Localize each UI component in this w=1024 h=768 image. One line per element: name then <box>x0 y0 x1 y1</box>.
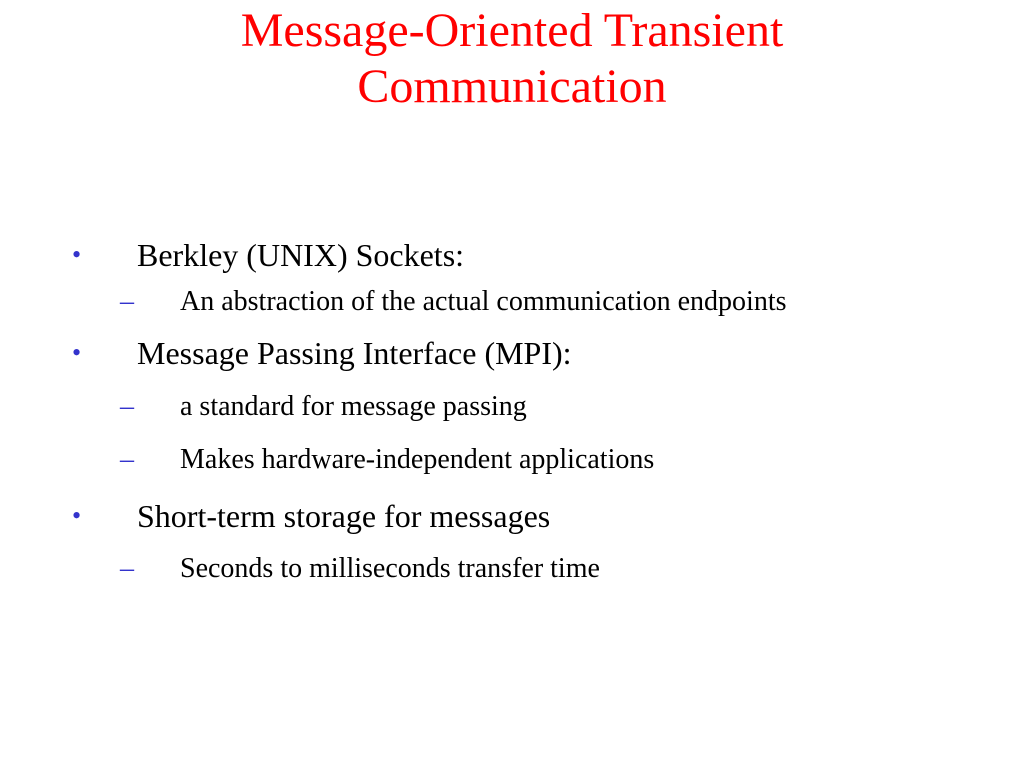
sub-bullet-text: An abstraction of the actual communication endpoints <box>180 286 787 317</box>
bullet-text: Berkley (UNIX) Sockets: <box>137 237 465 273</box>
sub-bullet-text: Makes hardware-independent applications <box>180 444 655 475</box>
slide-title <box>0 3 1024 115</box>
sub-bullet-marker: – <box>120 444 134 475</box>
bullet-marker: • <box>72 501 82 530</box>
sub-bullet-item <box>0 546 900 592</box>
sub-bullet-text: a standard for message passing <box>180 391 527 422</box>
bullet-item <box>0 228 1024 282</box>
bullet-text: Short-term storage for messages <box>137 498 551 534</box>
bullet-item <box>0 486 1024 546</box>
sub-bullet-marker: – <box>120 286 134 317</box>
sub-bullet-item <box>0 282 900 322</box>
title-line-2: Communication <box>357 60 667 113</box>
bullet-item <box>0 326 1024 380</box>
sub-bullet-marker: – <box>120 553 134 584</box>
bullet-list <box>0 228 1024 592</box>
bullet-text: Message Passing Interface (MPI): <box>137 335 572 371</box>
sub-bullet-text: Seconds to milliseconds transfer time <box>180 553 600 584</box>
title-line-1: Message-Oriented Transient <box>240 4 784 57</box>
bullet-marker: • <box>72 240 82 269</box>
sub-bullet-marker: – <box>120 391 134 422</box>
bullet-marker: • <box>72 338 82 367</box>
sub-bullet-item <box>0 434 900 486</box>
sub-bullet-item <box>0 380 900 434</box>
